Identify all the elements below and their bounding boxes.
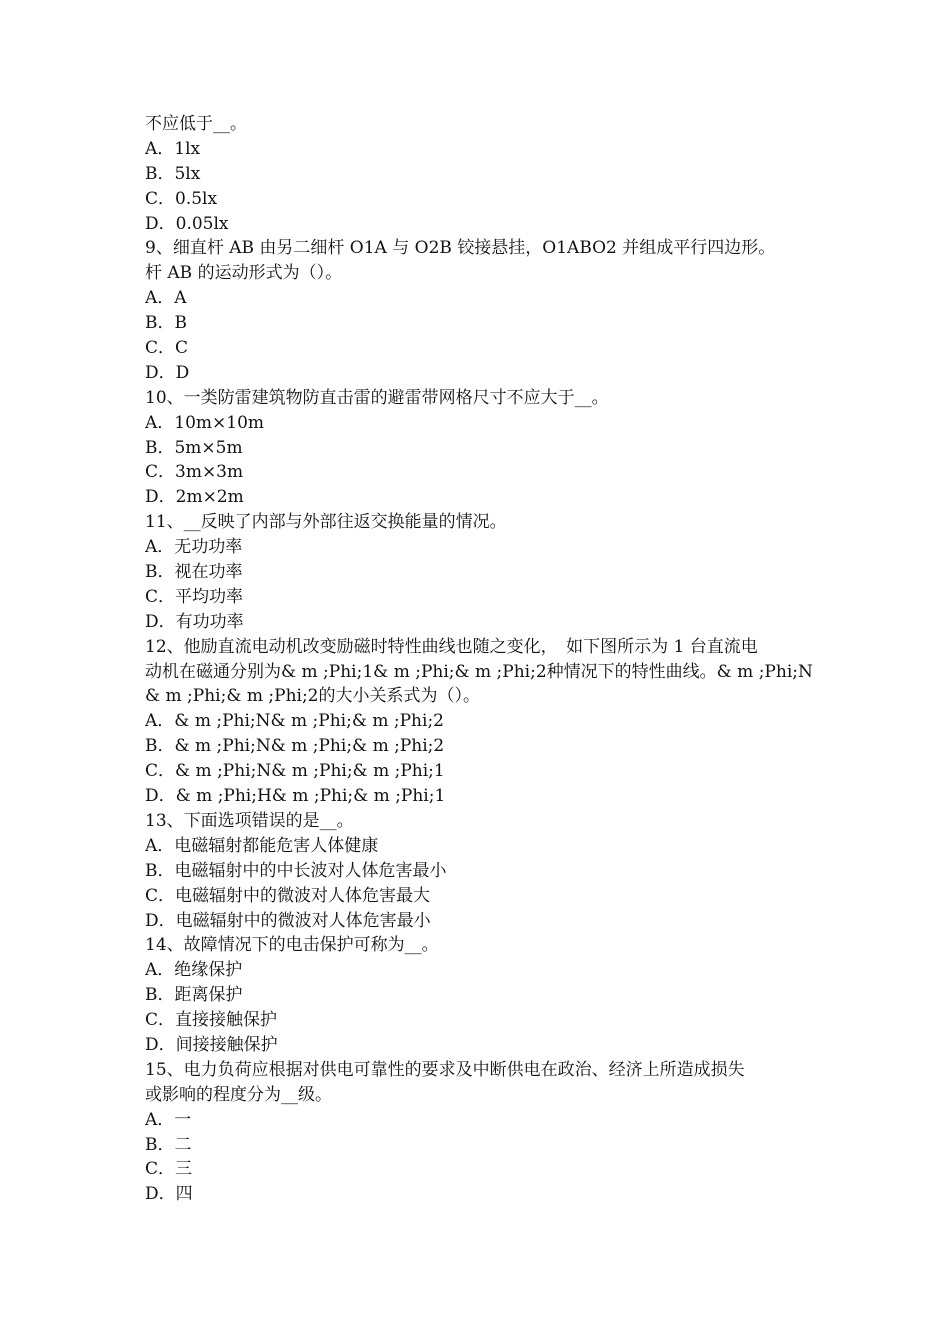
option-line: D．有功功率 (145, 611, 244, 632)
option-line: D．间接接触保护 (145, 1034, 278, 1055)
question-line: 9、细直杆 AB 由另二细杆 O1A 与 O2B 铰接悬挂，O1ABO2 并组成平行四边形。 (145, 238, 776, 259)
question-line: 14、故障情况下的电击保护可称为__。 (145, 935, 439, 956)
text-line: 杆 AB 的运动形式为（）。 (145, 263, 343, 284)
option-line: C．电磁辐射中的微波对人体危害最大 (145, 885, 431, 906)
text-line: 动机在磁通分别为& m ;Phi;1& m ;Phi;& m ;Phi;2种情况下的特性曲线。& m ;Phi;N (145, 661, 813, 682)
question-line: 11、__反映了内部与外部往返交换能量的情况。 (145, 512, 507, 533)
option-line: D．2m×2m (145, 487, 244, 508)
option-line: C．3m×3m (145, 462, 244, 483)
option-line: B．& m ;Phi;N& m ;Phi;& m ;Phi;2 (145, 736, 445, 757)
text-line: 或影响的程度分为__级。 (145, 1084, 332, 1105)
option-line: D．0.05lx (145, 213, 229, 234)
question-line: 15、电力负荷应根据对供电可靠性的要求及中断供电在政治、经济上所造成损失 (145, 1059, 745, 1080)
option-line: A．电磁辐射都能危害人体健康 (145, 835, 379, 856)
option-line: A．1lx (145, 138, 201, 159)
option-line: B．B (145, 313, 187, 334)
document-page (145, 112, 845, 1207)
option-line: A．一 (145, 1109, 192, 1130)
option-line: D．四 (145, 1184, 193, 1205)
option-line: B．视在功率 (145, 562, 243, 583)
option-line: C．0.5lx (145, 188, 218, 209)
option-line: A．& m ;Phi;N& m ;Phi;& m ;Phi;2 (145, 711, 444, 732)
option-line: C．平均功率 (145, 586, 244, 607)
option-line: B．5m×5m (145, 437, 243, 458)
text-line: & m ;Phi;& m ;Phi;2的大小关系式为（）。 (145, 686, 480, 707)
option-line: D．& m ;Phi;H& m ;Phi;& m ;Phi;1 (145, 786, 446, 807)
option-line: D．电磁辐射中的微波对人体危害最小 (145, 910, 431, 931)
option-line: A．绝缘保护 (145, 960, 243, 981)
option-line: B．5lx (145, 163, 201, 184)
option-line: C．& m ;Phi;N& m ;Phi;& m ;Phi;1 (145, 761, 445, 782)
option-line: A．10m×10m (145, 412, 265, 433)
question-line: 12、他励直流电动机改变励磁时特性曲线也随之变化， 如下图所示为 1 台直流电 (145, 636, 758, 657)
question-line: 10、一类防雷建筑物防直击雷的避雷带网格尺寸不应大于__。 (145, 387, 609, 408)
option-line: C．三 (145, 1159, 193, 1180)
question-line: 13、下面选项错误的是__。 (145, 810, 354, 831)
option-line: B．二 (145, 1134, 192, 1155)
option-line: A．无功功率 (145, 537, 243, 558)
option-line: B．电磁辐射中的中长波对人体危害最小 (145, 860, 447, 881)
option-line: C．直接接触保护 (145, 1010, 278, 1031)
option-line: B．距离保护 (145, 985, 243, 1006)
option-line: A．A (145, 288, 187, 309)
option-line: C．C (145, 338, 189, 359)
option-line: D．D (145, 362, 190, 383)
text-line: 不应低于__。 (145, 114, 247, 134)
